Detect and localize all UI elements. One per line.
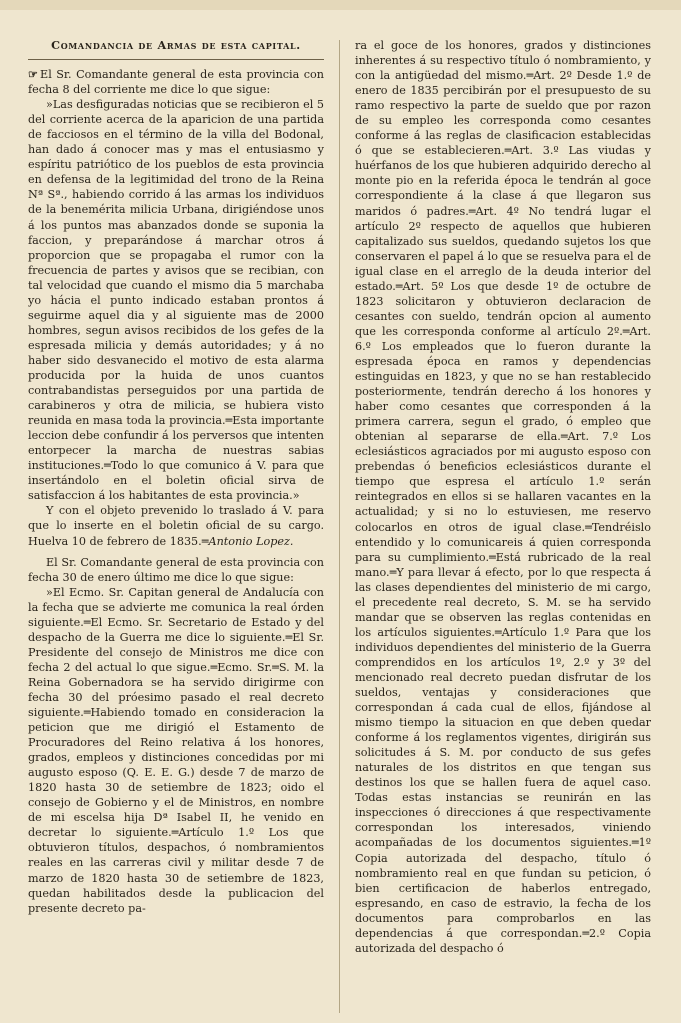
section-heading: Comandancia de Armas de esta capital. — [51, 38, 301, 52]
manicule-mark: ☞ — [28, 67, 39, 82]
heading-rule — [28, 59, 324, 60]
paragraph-intro-text: El Sr. Comandante general de esta provincia con fecha 8 del corriente me dice lo que sigue: — [28, 68, 324, 97]
left-column — [28, 38, 324, 1017]
paragraph-second-notice: El Sr. Comandante general de esta provincia con fecha 30 de enero último me dice lo que sigue: — [28, 555, 324, 584]
signature: Antonio Lopez. — [208, 534, 294, 548]
column-divider — [339, 40, 340, 1013]
paragraph-intro — [28, 67, 324, 97]
right-column — [355, 38, 651, 1017]
previous-page-edge — [0, 0, 681, 10]
paragraph-report: »Las desfiguradas noticias que se recibieron el 5 del corriente acerca de la aparicion de una partida de facciosos en el término de la villa del Bodonal, han dado á conocer mas y mas el entusiasmo y espíritu patriótico de los pueblos de esta provincia en defensa de la legitimidad del trono de la Reina Nª Sª., habiendo corrido á las armas los individuos de la benemérita milicia Urbana, dirigiéndose unos á los puntos mas abanzados donde se suponia la faccion, y preparándose á marchar otros á proporcion que se propagaba el rumor con la frecuencia de partes y avisos que se recibian, con tal velocidad que cuando el mismo dia 5 marchaba yo hácia el punto indicado estaban prontos á seguirme aquel dia y al siguiente mas de 2000 hombres, segun avisos recibidos de los gefes de la espresada milicia y demás autoridades; y á no haber sido desvanecido el motivo de esta alarma producida por la huida de unos cuantos contrabandistas perseguidos por una partida de carabineros y otra de milicia, se hubiera visto reunida en masa toda la provincia.═Esta importante leccion debe confundir á los perversos que intenten entorpecer la marcha de nuestras sabias instituciones.═Todo lo que comunico á V. para que insertándolo en el boletin oficial sirva de satisfaccion á los habitantes de esta provincia.» — [28, 98, 324, 503]
paragraph-decree-continued: ra el goce de los honores, grados y distinciones inherentes á su respectivo título ó nombramiento, y con la antigüedad del mismo.═Art. 2º Desde 1.º de enero de 1835 percibirán por el presupuesto de su ramo respectivo la parte de sueldo que por razon de su empleo les corresponda como cesantes conforme á las reglas de clasificacion establecidas ó que se establecieren.═Art. 3.º Las viudas y huérfanos de los que hubieren adquirido derecho al monte pio en la referida época le tendrán al goce correspondiente á la clase á que llegaron sus maridos ó padres.═Art. 4º No tendrá lugar el artículo 2º respecto de aquellos que hubieren capitalizado sus sueldos, quedando sujetos los que conservaren el papel á lo que se resuelva para el de igual clase en el arreglo de la deuda interior del estado.═Art. 5º Los que desde 1º de octubre de 1823 solicitaron y obtuvieron declaracion de cesantes con sueldo, tendrán opcion al aumento que les corresponda conforme al artículo 2º.═Art. 6.º Los empleados que lo fueron durante la espresada época en ramos y dependencias estinguidas en 1823, y que no se han restablecido posteriormente, tendrán derecho á los honores y haber como cesantes que corresponden á la primera carrera, segun el grado, ó empleo que obtenian al separarse de ella.═Art. 7.º Los eclesiásticos agraciados por mi augusto esposo con prebendas ó beneficios eclesiásticos durante el tiempo que espresa el artículo 1.º serán reintegrados en ellos si se hallaren vacantes en la actualidad; y si no lo estuviesen, me reservo colocarlos en otros de igual clase.═Tendréislo entendido y lo comunicareis á quien corresponda para su cumplimiento.═Está rubricado de la real mano.═Y para llevar á efecto, por lo que respecta á las clases dependientes del ministerio de mi cargo, el precedente real decreto, S. M. se ha servido mandar que se observen las reglas contenidas en los artículos siguientes.═Artículo 1.º Para que los individuos dependientes del ministerio de la Guerra comprendidos en los artículos 1º, 2.º y 3º del mencionado real decreto puedan disfrutar de los sueldos, ventajas y consideraciones que correspondan á cada cual de ellos, fijándose al mismo tiempo la situacion en que deben quedar conforme á los reglamentos vigentes, dirigirán sus solicitudes á S. M. por conducto de sus gefes naturales de los distritos en que tengan sus destinos los que se hallen fuera de aquel caso. Todas estas instancias se reunirán en las inspecciones ó direcciones á que respectivamente correspondan los interesados, viniendo acompañadas de los documentos siguientes.═1º Copia autorizada del despacho, título ó nombramiento real en que fundan su peticion, ó bien certificacion de haberlos entregado, espresando, en caso de estravio, la fecha de los documentos para comprobarlos en las dependencias á que correspondan.═2.º Copia autorizada del despacho ó — [355, 39, 651, 955]
paragraph-transfer — [28, 503, 324, 548]
paragraph-royal-decree: »El Ecmo. Sr. Capitan general de Andalucía con la fecha que se advierte me comunica la real órden siguiente.═El Ecmo. Sr. Secretario de Estado y del despacho de la Guerra me dice lo siguiente.═El Sr. Presidente del consejo de Ministros me dice con fecha 2 del actual lo que sigue.═Ecmo. Sr.═S. M. la Reina Gobernadora se ha servido dirigirme con fecha 30 del próesimo pasado el real decreto siguiente.═Habiendo tomado en consideracion la peticion que me dirigió el Estamento de Procuradores del Reino relativa á los honores, grados, empleos y distinciones concedidas por mi augusto esposo (Q. E. E. G.) desde 7 de marzo de 1820 hasta 30 de setiembre de 1823; oido el consejo de Gobierno y el de Ministros, en nombre de mi escelsa hija Dª Isabel II, he venido en decretar lo siguiente.═Artículo 1.º Los que obtuvieron títulos, despachos, ó nombramientos reales en las carreras civil y militar desde 7 de marzo de 1820 hasta 30 de setiembre de 1823, quedan habilitados desde la publicacion del presente decreto pa- — [28, 585, 324, 915]
paragraph-transfer-text: Y con el objeto prevenido lo traslado á V. para que lo inserte en el boletin oficial de su cargo. Huelva 10 de febrero de 1835.═ — [28, 504, 324, 548]
